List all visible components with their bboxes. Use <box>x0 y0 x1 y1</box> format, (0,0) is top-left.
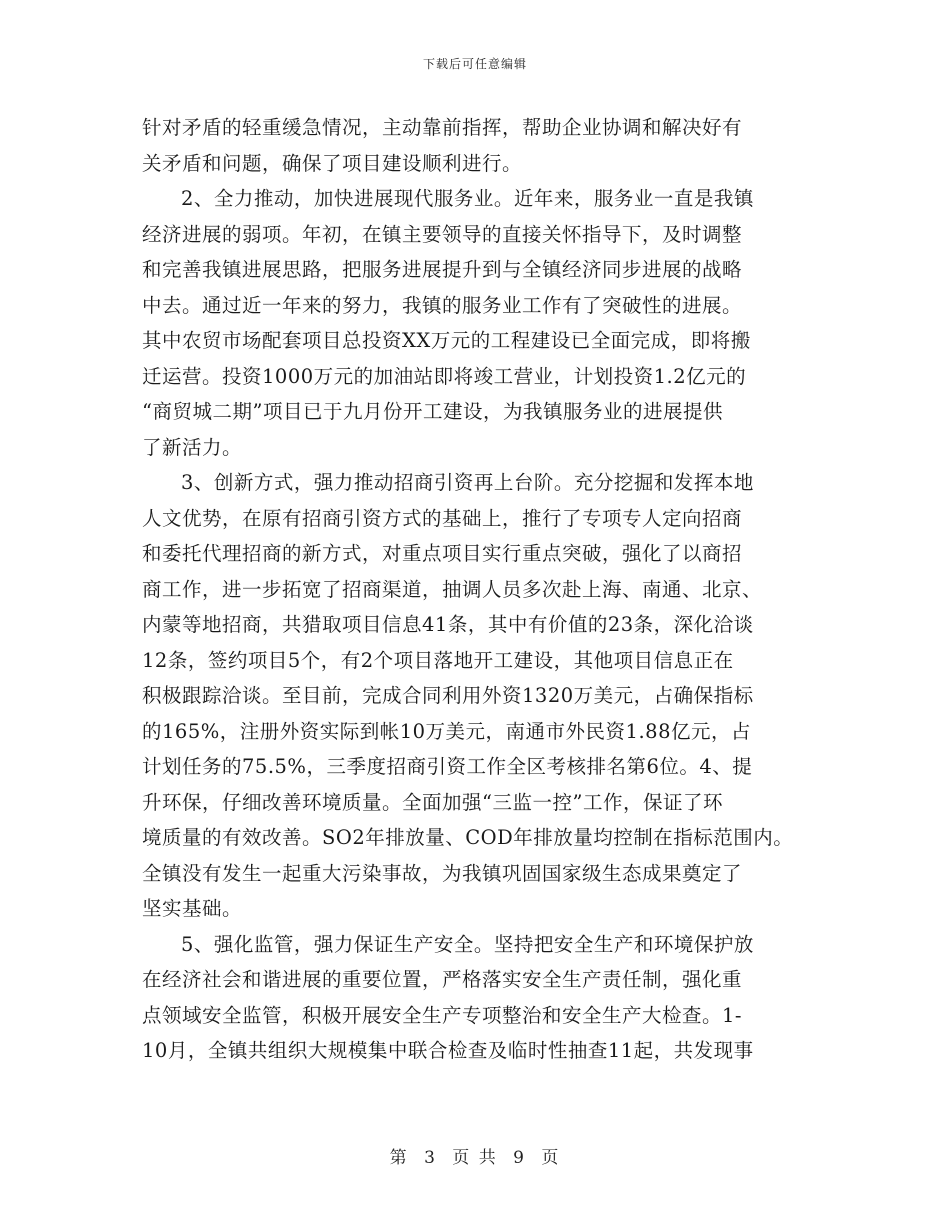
total-page-count: 9 <box>513 1148 526 1168</box>
text-line: 坚实基础。 <box>142 897 243 920</box>
text-line: 商工作，进一步拓宽了招商渠道，抽调人员多次赴上海、南通、北京、 <box>142 577 763 601</box>
text-line: 内蒙等地招商，共猎取项目信息41条，其中有价值的23条，深化洽谈 <box>142 613 754 636</box>
text-line: 和委托代理招商的新方式，对重点项目实行重点突破，强化了以商招 <box>142 542 743 565</box>
text-line: 在经济社会和谐进展的重要位置，严格落实安全生产责任制，强化重 <box>142 968 743 991</box>
text-line: 的165%，注册外资实际到帐10万美元，南通市外民资1.88亿元，占 <box>142 719 751 743</box>
text-line: 全镇没有发生一起重大污染事故，为我镇巩固国家级生态成果奠定了 <box>142 861 743 885</box>
page-header: 下载后可任意编辑 <box>422 57 527 71</box>
footer-suffix: 页 <box>541 1148 561 1168</box>
text-line: 升环保，仔细改善环境质量。全面加强“三监一控”工作，保证了环 <box>142 790 723 814</box>
text-line: 计划任务的75.5%，三季度招商引资工作全区考核排名第6位。4、提 <box>142 755 753 778</box>
text-line: 其中农贸市场配套项目总投资XX万元的工程建设已全面完成，即将搬 <box>142 329 751 352</box>
text-line: 10月，全镇共组织大规模集中联合检查及临时性抽查11起，共发现事 <box>142 1039 754 1062</box>
footer-middle: 页 共 <box>452 1148 498 1168</box>
text-line: 12条，签约项目5个，有2个项目落地开工建设，其他项目信息正在 <box>142 648 734 672</box>
text-line: 针对矛盾的轻重缓急情况，主动靠前指挥，帮助企业协调和解决好有 <box>142 116 743 139</box>
text-line: 人文优势，在原有招商引资方式的基础上，推行了专项专人定向招商 <box>142 506 743 530</box>
text-line: 了新活力。 <box>142 435 243 459</box>
text-line: 和完善我镇进展思路，把服务进展提升到与全镇经济同步进展的战略 <box>142 258 743 281</box>
document-body <box>142 110 812 1069</box>
text-line: 关矛盾和问题，确保了项目建设顺利进行。 <box>142 151 523 175</box>
page-footer <box>0 1143 950 1168</box>
text-line: 中去。通过近一年来的努力，我镇的服务业工作有了突破性的进展。 <box>142 293 743 317</box>
text-line: “商贸城二期”项目已于九月份开工建设，为我镇服务业的进展提供 <box>142 400 723 423</box>
text-line: 经济进展的弱项。年初，在镇主要领导的直接关怀指导下，及时调整 <box>142 222 743 246</box>
paragraph-start-line: 3、创新方式，强力推动招商引资再上台阶。充分挖掘和发挥本地 <box>181 471 754 494</box>
current-page-number: 3 <box>424 1148 437 1168</box>
paragraph-start-line: 2、全力推动，加快进展现代服务业。近年来，服务业一直是我镇 <box>181 187 754 210</box>
text-line: 点领域安全监管，积极开展安全生产专项整治和安全生产大检查。1- <box>142 1003 742 1027</box>
text-line: 积极跟踪洽谈。至目前，完成合同利用外资1320万美元，占确保指标 <box>142 684 754 707</box>
paragraph-start-line: 5、强化监管，强力保证生产安全。坚持把安全生产和环境保护放 <box>181 932 754 956</box>
text-line: 迁运营。投资1000万元的加油站即将竣工营业，计划投资1.2亿元的 <box>142 364 747 388</box>
text-line: 境质量的有效改善。SO2年排放量、COD年排放量均控制在指标范围内。 <box>142 826 794 849</box>
footer-prefix: 第 <box>389 1148 409 1168</box>
